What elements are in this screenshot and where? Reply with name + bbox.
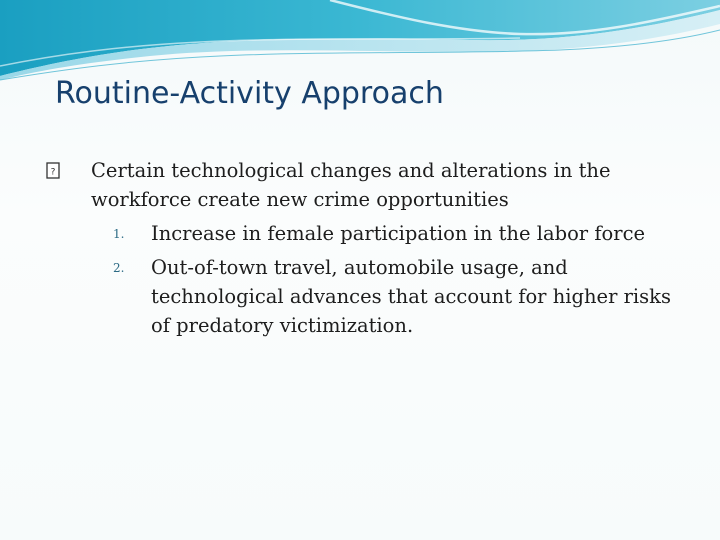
placeholder-box-icon [46,162,60,179]
main-bullet-text: Certain technological changes and alterations in the workforce create new crime opportunities [91,159,611,211]
sub-bullet-text: Increase in female participation in the labor force [151,222,646,245]
slide-title: Routine-Activity Approach [55,76,444,111]
sub-bullet-text: Out-of-town travel, automobile usage, and technological advances that account for higher risks of predatory victimization. [151,256,671,337]
sub-bullet-list [0,219,720,345]
sub-bullet-item [0,253,681,340]
sub-bullet-item [0,219,681,248]
sub-bullet-number: 2. [113,261,125,275]
sub-bullet-number: 1. [113,227,125,241]
svg-text:?: ? [50,167,56,178]
